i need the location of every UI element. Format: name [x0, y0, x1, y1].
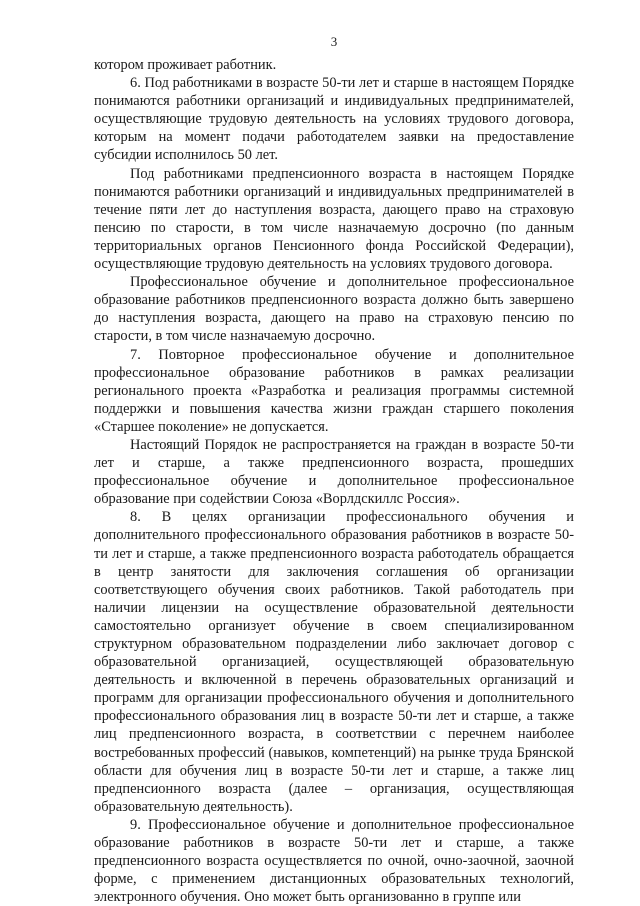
- page-number: 3: [330, 34, 338, 49]
- paragraph-item-9: 9. Профессиональное обучение и дополнительное профессиональное образование работников в возрасте 50-ти лет и старше, а также предпенсионного возраста осуществляется по очной, очно-заочной, заочной форме, с применением дистанционных образовательных технологий, электронного обучения. Оно может быть организованно в группе или: [94, 816, 574, 906]
- paragraph-item-6: 6. Под работниками в возрасте 50-ти лет и старше в настоящем Порядке понимаются работники организаций и индивидуальных предпринимателей, осуществляющие трудовую деятельность на условиях трудового договора, которым на момент подачи работодателем заявки на предоставление субсидии исполнилось 50 лет.: [94, 75, 574, 164]
- paragraph-training-completion: Профессиональное обучение и дополнительное профессиональное образование работников предпенсионного возраста должно быть завершено до наступления возраста, дающего на право на страховую пенсию по старости, в том числе назначаемую досрочно.: [94, 274, 574, 345]
- paragraph-continuation: котором проживает работник.: [94, 57, 277, 73]
- paragraph-worldskills-exclusion: Настоящий Порядок не распространяется на граждан в возрасте 50-ти лет и старше, а также предпенсионного возраста, прошедших профессиональное обучение и дополнительное профессиональное образование при содействии Союза «Ворлдскиллс Россия».: [94, 436, 574, 508]
- paragraph-item-8: 8. В целях организации профессионального обучения и дополнительного профессионального образования работников в возрасте 50-ти лет и старше, а также предпенсионного возраста работодатель обращается в центр занятости для заключения соглашения об организации соответствующего обучения своих работников. Такой работодатель при наличии лицензии на осуществление образовательной деятельности самостоятельно организует обучение в своем специализированном структурном образовательном подразделении либо заключает договор с образовательной организацией, осуществляющей образовательную деятельность и включенной в перечень образовательных организаций и программ для организации профессионального обучения и дополнительного профессионального образования лиц в возрасте 50-ти лет и старше, а также лиц предпенсионного возраста, в соответствии с перечнем наиболее востребованных профессий (навыков, компетенций) на рынке труда Брянской области для обучения лиц в возрасте 50-ти лет и старше, а также лиц предпенсионного возраста (далее – организация, осуществляющая образовательную деятельность).: [94, 509, 574, 815]
- paragraph-item-7: 7. Повторное профессиональное обучение и дополнительное профессиональное образование работников в рамках реализации регионального проекта «Разработка и реализация программы системной поддержки и повышения качества жизни граждан старшего поколения «Старшее поколение» не допускается.: [94, 346, 574, 435]
- paragraph-preretirement-definition: Под работниками предпенсионного возраста в настоящем Порядке понимаются работники организаций и индивидуальных предпринимателей в течение пяти лет до наступления возраста, дающего право на страховую пенсию по старости, в том числе назначаемую досрочно (по данным территориальных органов Пенсионного фонда Российской Федерации), осуществляющие трудовую деятельность на условиях трудового договора.: [94, 165, 574, 273]
- document-body: [94, 56, 574, 906]
